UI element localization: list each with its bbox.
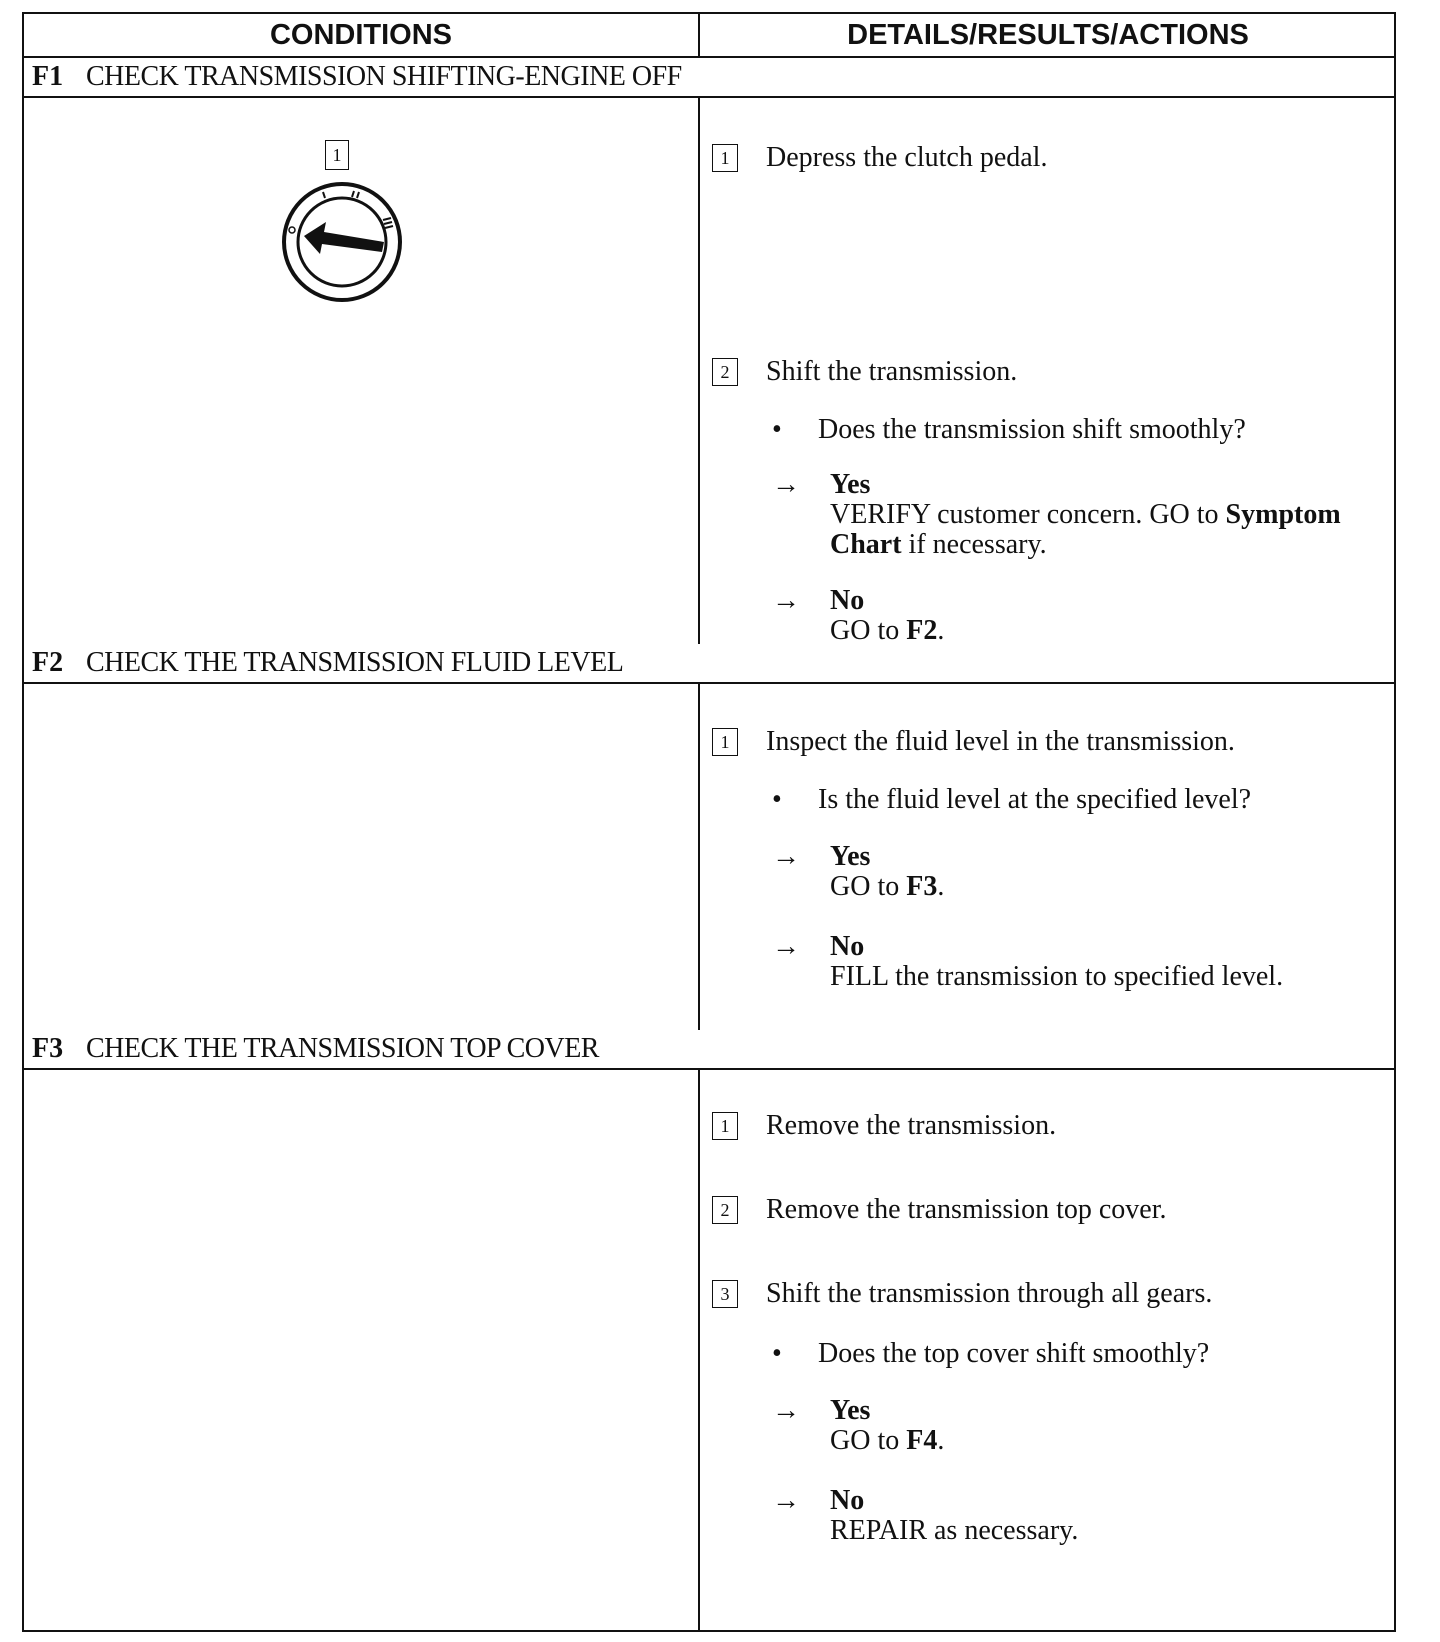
result-action: GO to F4. (830, 1425, 945, 1456)
result-label: Yes (830, 841, 871, 872)
step-item (712, 1194, 1167, 1226)
result-no (772, 932, 1283, 992)
result-label: Yes (830, 1395, 871, 1426)
section-header-f3 (24, 1030, 1394, 1070)
result-action: VERIFY customer concern. GO to Symptom Chart if necessary. (830, 499, 1341, 560)
section-title: CHECK TRANSMISSION SHIFTING-ENGINE OFF (86, 61, 682, 92)
arrow-icon: → (772, 841, 800, 872)
column-header-details: DETAILS/RESULTS/ACTIONS (700, 14, 1396, 58)
step-number: 1 (712, 728, 738, 756)
result-action: GO to F3. (830, 871, 945, 902)
result-yes (772, 470, 1341, 560)
section-header-f1 (24, 58, 1394, 98)
step-text: Remove the transmission. (766, 1110, 1057, 1141)
step-number: 1 (712, 144, 738, 172)
step-text: Depress the clutch pedal. (766, 142, 1048, 173)
arrow-icon: → (772, 469, 800, 500)
diagnostic-table (22, 12, 1396, 1632)
result-label: No (830, 931, 865, 962)
step-text: Inspect the fluid level in the transmission. (766, 726, 1235, 757)
section-code: F3 (32, 1033, 64, 1064)
arrow-icon: → (772, 1485, 800, 1516)
column-header-conditions: CONDITIONS (24, 14, 700, 58)
question-text: Does the top cover shift smoothly? (818, 1338, 1210, 1369)
section-title: CHECK THE TRANSMISSION FLUID LEVEL (86, 647, 624, 678)
step-number: 1 (712, 1112, 738, 1140)
bullet-icon: • (772, 414, 782, 445)
result-label: Yes (830, 469, 871, 500)
result-no (772, 1486, 1078, 1546)
step-item (712, 726, 1235, 758)
conditions-cell-f2 (24, 684, 700, 1030)
result-label: No (830, 1485, 865, 1516)
step-item (712, 1278, 1212, 1310)
step-number: 2 (712, 358, 738, 386)
step-number: 2 (712, 1196, 738, 1224)
result-yes (772, 1396, 944, 1456)
result-action: FILL the transmission to specified level. (830, 961, 1284, 992)
question-text: Is the fluid level at the specified level? (818, 784, 1252, 815)
step-number: 3 (712, 1280, 738, 1308)
step-item (712, 1110, 1056, 1142)
question-text: Does the transmission shift smoothly? (818, 414, 1246, 445)
details-cell-f2 (702, 684, 1394, 1030)
result-label: No (830, 585, 865, 616)
ignition-switch-icon (280, 180, 404, 304)
question-item (772, 784, 1251, 816)
arrow-icon: → (772, 585, 800, 616)
step-text: Remove the transmission top cover. (766, 1194, 1167, 1225)
step-item (712, 356, 1017, 388)
section-code: F2 (32, 647, 64, 678)
section-title: CHECK THE TRANSMISSION TOP COVER (86, 1033, 599, 1064)
bullet-icon: • (772, 784, 782, 815)
bullet-icon: • (772, 1338, 782, 1369)
details-cell-f1 (702, 98, 1394, 644)
conditions-cell-f3 (24, 1070, 700, 1630)
step-text: Shift the transmission. (766, 356, 1018, 387)
arrow-icon: → (772, 1395, 800, 1426)
step-text: Shift the transmission through all gears. (766, 1278, 1213, 1309)
details-cell-f3 (702, 1070, 1394, 1630)
section-header-f2 (24, 644, 1394, 684)
conditions-cell-f1 (24, 98, 700, 644)
question-item (772, 414, 1246, 446)
result-action: REPAIR as necessary. (830, 1515, 1079, 1546)
step-item (712, 142, 1047, 174)
arrow-icon: → (772, 931, 800, 962)
image-step-number: 1 (325, 140, 349, 170)
section-code: F1 (32, 61, 64, 92)
result-yes (772, 842, 944, 902)
result-action: GO to F2. (830, 615, 945, 646)
question-item (772, 1338, 1209, 1370)
result-no (772, 586, 944, 646)
